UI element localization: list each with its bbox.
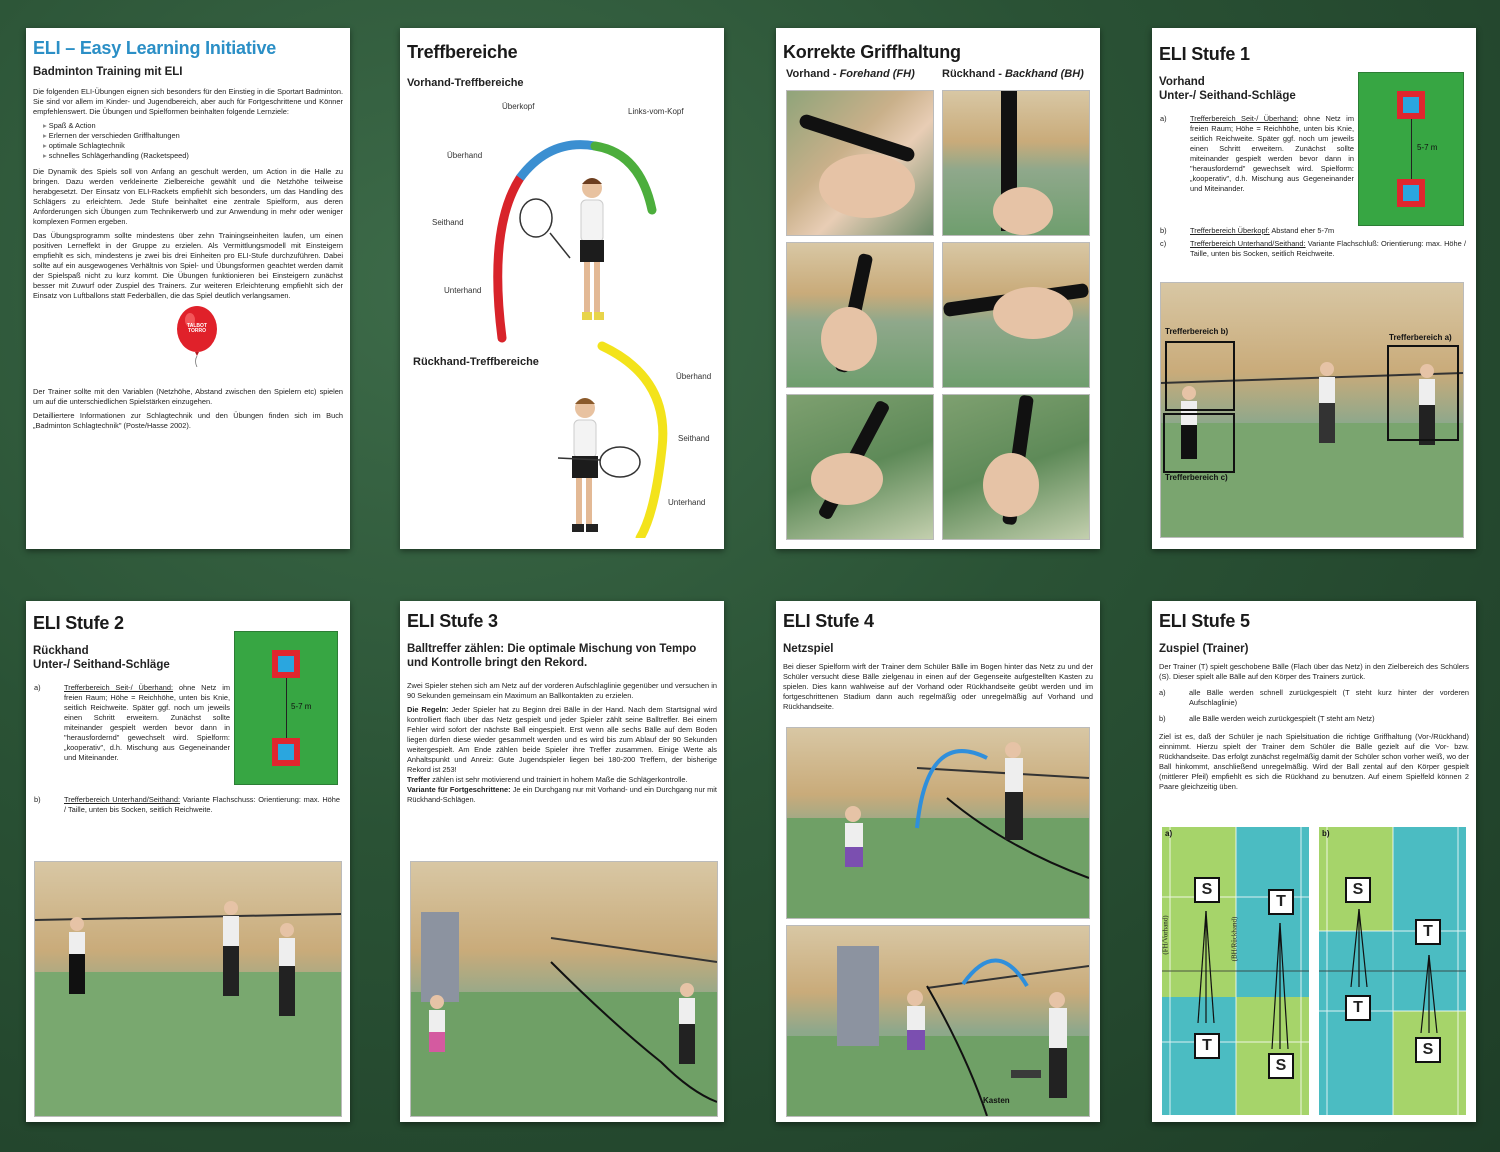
- card-title: ELI Stufe 4: [783, 611, 874, 631]
- paragraph: Der Trainer sollte mit den Variablen (Netzhöhe, Abstand zwischen den Spielern etc) spielen um auf die unterschiedlichen Spielstärken einzugehen.: [33, 387, 343, 407]
- variante-text: Je ein Durchgang nur mit Vorhand- und ein Durchgang nur mit Rückhand-Schlägen.: [407, 784, 717, 804]
- item-text: ohne Netz im freien Raum; Höhe = Reichhöhe, unten bis Knie, seitlich Reichweite. Später ggf. noch um jeweils einen Schritt erweitern. Zunächst sollte miteinander gespielt werden bevor dann in "herausfordernd" gewechselt wird. Spielform: „kooperativ", d.h. Mischung aus Gegeneinander und Miteinander.: [1190, 114, 1354, 193]
- column-heading-backhand: [942, 68, 1084, 80]
- diagram-label-b: b): [1322, 829, 1330, 838]
- heading-italic: Forehand (FH): [839, 68, 915, 80]
- grip-photo-fh-3: [786, 394, 934, 540]
- section-heading: Unter-/ Seithand-Schläge: [33, 659, 170, 672]
- student-tile: S: [1345, 877, 1371, 903]
- zone-label-seithand: Seithand: [678, 434, 710, 443]
- stufe2-photo: [34, 861, 342, 1117]
- distance-line: [1411, 119, 1412, 179]
- stufe4-photo-1: [786, 727, 1090, 919]
- item-key: c): [1160, 238, 1167, 248]
- card-stufe-3: [400, 601, 724, 1122]
- card-title: ELI Stufe 2: [33, 613, 124, 633]
- target-square-top: [272, 650, 300, 678]
- target-square-top: [1397, 91, 1425, 119]
- grip-photo-bh-3: [942, 394, 1090, 540]
- item-key: b): [1160, 226, 1167, 235]
- item-title: Trefferbereich Seit-/ Überhand:: [1190, 114, 1299, 123]
- backhand-zones-diagram: [400, 338, 724, 538]
- item-title: Trefferbereich Unterhand/Seithand:: [64, 795, 181, 804]
- paragraph: Der Trainer (T) spielt geschobene Bälle (Flach über das Netz) in den Zielbereich des Schülers (S). Dieser spielt alle Bälle auf den Körper des Trainers zurück.: [1159, 662, 1469, 682]
- card-stufe-1: [1152, 28, 1476, 549]
- section-heading: Vorhand-Treffbereiche: [407, 77, 524, 89]
- item-text: alle Bälle werden schnell zurückgespielt (T steht kurz hinter der vorderen Aufschlaglinie): [1189, 688, 1469, 708]
- item-key: a): [1159, 688, 1166, 698]
- card-title: ELI Stufe 5: [1159, 611, 1250, 631]
- kasten-label: Kasten: [983, 1096, 1010, 1105]
- section-heading: Unter-/ Seithand-Schläge: [1159, 90, 1296, 103]
- variante-label: Variante für Fortgeschrittene:: [407, 784, 511, 794]
- grip-photo-fh-1: [786, 90, 934, 236]
- item-key: a): [1160, 114, 1167, 123]
- item-text: alle Bälle werden weich zurückgespielt (T steht am Netz): [1189, 714, 1375, 724]
- instruction-list: [1160, 114, 1354, 197]
- zone-label-links-vom-kopf: Links-vom-Kopf: [628, 107, 684, 116]
- paragraph: Detailliertere Informationen zur Schlagtechnik und den Übungen finden sich im Buch „Badminton Schlagtechnik" (Poste/Hasse 2002).: [33, 411, 343, 431]
- zone-label-seithand: Seithand: [432, 218, 464, 227]
- distance-line: [286, 678, 287, 738]
- paragraph: Das Übungsprogramm sollte mindestens über zehn Trainingseinheiten laufen, um einen positiven Lerneffekt in der Gruppe zu erzielen. Als Vermittlungsmodell mit Einsteigern empfiehlt es sich, mindestens je zwei bis drei Einheiten pro ELI-Stufe durchzuführen. Dabei sollte auf ein ausgewogenes Verhältnis von Spiel- und Übungsformen geachtet werden damit der Spielspaß nicht zu kurz kommt. Die Übungen funktionieren bei Einsteigern zunächst besser mit Zuwurf oder Zuspiel des Trainers. Zur weiteren Erleichterung empfiehlt sich der Einsatz von Luftballons statt Federbällen, die das Spiel deutlich verlangsamen.: [33, 231, 343, 301]
- item-key: a): [34, 683, 41, 692]
- zone-label-unterhand: Unterhand: [668, 498, 706, 507]
- instruction-list-cont: [34, 795, 340, 818]
- section-heading: Rückhand-Treffbereiche: [413, 356, 539, 368]
- target-square-bottom: [1397, 179, 1425, 207]
- student-tile: S: [1194, 877, 1220, 903]
- rules-label: Die Regeln:: [407, 704, 449, 714]
- intro-text: Die folgenden ELI-Übungen eignen sich besonders für den Einstieg in die Sportart Badminton. Sie sind vor allem im Kinder- und Jugendbereich, aber auch für Fortgeschrittene und Könner empfehlenswert. Die Übungen und Spielformen beinhalten folgende Lernziele:: [33, 87, 343, 117]
- paragraph: Zwei Spieler stehen sich am Netz auf der vorderen Aufschlaglinie gegenüber und versuchen in 90 Sekunden gemeinsam ein Maximum an Ballkontakten zu erzielen.: [407, 680, 717, 700]
- rules-paragraph: [407, 705, 717, 805]
- column-heading-forehand: [786, 68, 915, 80]
- instruction-list-cont: [1160, 226, 1466, 262]
- zone-label-unterhand: Unterhand: [444, 286, 482, 295]
- section-heading: Netzspiel: [783, 643, 834, 655]
- instruction-c: [1160, 239, 1466, 259]
- item-title: Trefferbereich Seit-/ Überhand:: [64, 683, 174, 692]
- section-heading: Balltreffer zählen: Die optimale Mischung von Tempo und Kontrolle bringt den Rekord.: [407, 643, 697, 670]
- item-title: Trefferbereich Überkopf:: [1190, 226, 1270, 235]
- heading-text: Rückhand -: [942, 68, 1005, 80]
- item-key: b): [1159, 714, 1166, 724]
- paragraph: Ziel ist es, daß der Schüler je nach Spielsituation die richtige Griffhaltung (Vor-/Rückhand) einnimmt. Hierzu spielt der Trainer dem Schüler die Bälle gezielt auf die Vor- bzw. Rückhandseite. Das erfolgt zunächst regelmäßig damit der Schüler schon vorher weiß, wo der Ball hinkommt, anschließend unregelmäßig. Wird der Ball zental auf den Körper gespielt (mittlerer Pfeil) empfiehlt es sich die Rückhand zu benutzen. Auf einem Spielfeld können 2 Paare gleichzeitig üben.: [1159, 732, 1469, 792]
- card-stufe-4: [776, 601, 1100, 1122]
- item-text: Abstand eher 5-7m: [1269, 226, 1335, 235]
- student-tile: S: [1415, 1037, 1441, 1063]
- paragraph: Bei dieser Spielform wirft der Trainer dem Schüler Bälle im Bogen hinter das Netz zu und der Schüler versucht diese Bälle zielgenau in einen auf der Gegenseite aufgestellten Kasten zu spielen. Dies kann wahlweise auf der Vorhand oder Rückhandseite geübt werden und im fortgeschrittenen Stadium dann auch regelmäßig oder unregelmäßig auf Vorhand und Rückhandseite.: [783, 662, 1093, 712]
- distance-label: 5-7 m: [1417, 143, 1438, 152]
- heading-italic: Backhand (BH): [1004, 68, 1084, 80]
- diagram-label-a: a): [1165, 829, 1173, 838]
- card-stufe-2: [26, 601, 350, 1122]
- target-box-b: [1165, 341, 1235, 411]
- instruction-b: [34, 795, 340, 815]
- instruction-a: [1159, 688, 1469, 708]
- card-griffhaltung: [776, 28, 1100, 549]
- target-box-c: [1163, 413, 1235, 473]
- zone-label-ueberhand: Überhand: [447, 151, 483, 160]
- trainer-tile: T: [1345, 995, 1371, 1021]
- bh-label: (BH/Rückhand): [1230, 916, 1239, 962]
- section-heading: Rückhand: [33, 645, 89, 657]
- item-text: ohne Netz im freien Raum; Höhe = Reichhöhe, unten bis Knie, seitlich Reichweite. Später ggf. noch um jeweils einen Schritt erweitern. Zunächst sollte miteinander gespielt werden bevor dann in "herausfordernd" gewechselt wird. Spielform: „kooperativ", d.h. Mischung aus Gegeneinander und Miteinander.: [64, 683, 230, 762]
- card-subtitle: Badminton Training mit ELI: [33, 66, 183, 78]
- target-square-bottom: [272, 738, 300, 766]
- grip-photo-fh-2: [786, 242, 934, 388]
- card-title: Treffbereiche: [407, 42, 518, 62]
- box-label-c: Trefferbereich c): [1165, 473, 1228, 482]
- grip-photo-bh-2: [942, 242, 1090, 388]
- balloon-logo-text: TALBOT TORRO: [187, 323, 207, 335]
- goal-item: ▸ Spaß & Action: [43, 121, 343, 131]
- item-key: b): [34, 795, 41, 804]
- instruction-list: [34, 683, 230, 766]
- zone-label-ueberhand: Überhand: [676, 372, 712, 381]
- card-title: ELI – Easy Learning Initiative: [33, 38, 277, 58]
- item-title: Trefferbereich Unterhand/Seithand:: [1190, 238, 1306, 248]
- instruction-b: [1159, 714, 1469, 724]
- target-box-a: [1387, 345, 1459, 441]
- card-title: Korrekte Griffhaltung: [783, 42, 961, 62]
- trainer-tile: T: [1415, 919, 1441, 945]
- grip-photo-bh-1: [942, 90, 1090, 236]
- card-title: ELI Stufe 3: [407, 611, 498, 631]
- box-label-b: Trefferbereich b): [1165, 327, 1229, 336]
- section-heading: Vorhand: [1159, 76, 1205, 88]
- section-heading: Zuspiel (Trainer): [1159, 643, 1249, 655]
- distance-label: 5-7 m: [291, 702, 312, 711]
- card-stufe-5: [1152, 601, 1476, 1122]
- zone-label-ueberkopf: Überkopf: [502, 102, 535, 111]
- instruction-a: [34, 683, 230, 763]
- student-tile: S: [1268, 1053, 1294, 1079]
- court-diagram: [1358, 72, 1464, 226]
- card-intro: [26, 28, 350, 549]
- instruction-b: [1160, 226, 1466, 236]
- card-title: ELI Stufe 1: [1159, 44, 1250, 64]
- goal-item: ▸ optimale Schlagtechnik: [43, 141, 343, 151]
- goal-item: ▸ schnelles Schlägerhandling (Racketspeed): [43, 151, 343, 161]
- goal-list: [43, 121, 343, 161]
- goal-item: ▸ Erlernen der verschieden Griffhaltungen: [43, 131, 343, 141]
- card-treffbereiche: [400, 28, 724, 549]
- trainer-tile: T: [1268, 889, 1294, 915]
- court-diagram: [234, 631, 338, 785]
- item-text: Variante Flachschluß: Orientierung: max. Höhe / Taille, unten bis Socken, seitlich Reichweite.: [1190, 238, 1466, 258]
- trainer-tile: T: [1194, 1033, 1220, 1059]
- court-diagram-a: [1162, 827, 1309, 1115]
- paragraph: Die Dynamik des Spiels soll von Anfang an geschult werden, um Action in die Halle zu bringen. Dazu werden verkleinerte Zielbereiche gewählt und die Netzhöhe teilweise herabgesetzt. Der Einsatz von ELI-Rackets empfiehlt sich besonders, um das Handling des Schlägers zu erleichtern. Jede Stufe beinhaltet eine zentrale Spielform, aus deren Anforderungen sich Übungen zum Technikerwerb und zur Anwendung in mehr oder weniger komplexen Formen ergeben.: [33, 167, 343, 227]
- court-diagram-b: [1319, 827, 1466, 1115]
- instruction-a: [1160, 114, 1354, 194]
- stufe3-photo: [410, 861, 718, 1117]
- rules-text: Jeder Spieler hat zu Beginn drei Bälle in der Hand. Nach dem Startsignal wird kontrolliert flach über das Netz gespielt und jeder Spieler zählt seine Balltreffer. Bei einem Fehler wird sofort der nächste Ball eingespielt. Erst wenn alle sechs Bälle auf dem Boden liegen dürfen diese wieder gesammelt werden und es wird bis zum Ablauf der 90 Sekunden weitergespielt. Am Ende zählen beide Spieler ihre Treffer zusammen. Einige Werte als Anhaltspunkt und Anreiz: Gute Jugendspieler liegen bei 180-200 Treffern, der bisherige Rekord ist 253!: [407, 704, 717, 774]
- fh-label: (FH/Vorhand): [1161, 915, 1170, 955]
- treffer-text: zählen ist sehr motivierend und trainiert in hohem Maße die Schlägerkontrolle.: [430, 774, 688, 784]
- balloon-image: [33, 305, 343, 367]
- treffer-label: Treffer: [407, 774, 431, 784]
- item-text: Variante Flachschuss: Orientierung: max. Höhe / Taille, unten bis Socken, seitlich Reichweite.: [64, 795, 340, 814]
- heading-text: Vorhand -: [786, 68, 840, 80]
- stufe4-photo-2: [786, 925, 1090, 1117]
- box-label-a: Trefferbereich a): [1389, 333, 1452, 342]
- stufe1-photo: [1160, 282, 1464, 538]
